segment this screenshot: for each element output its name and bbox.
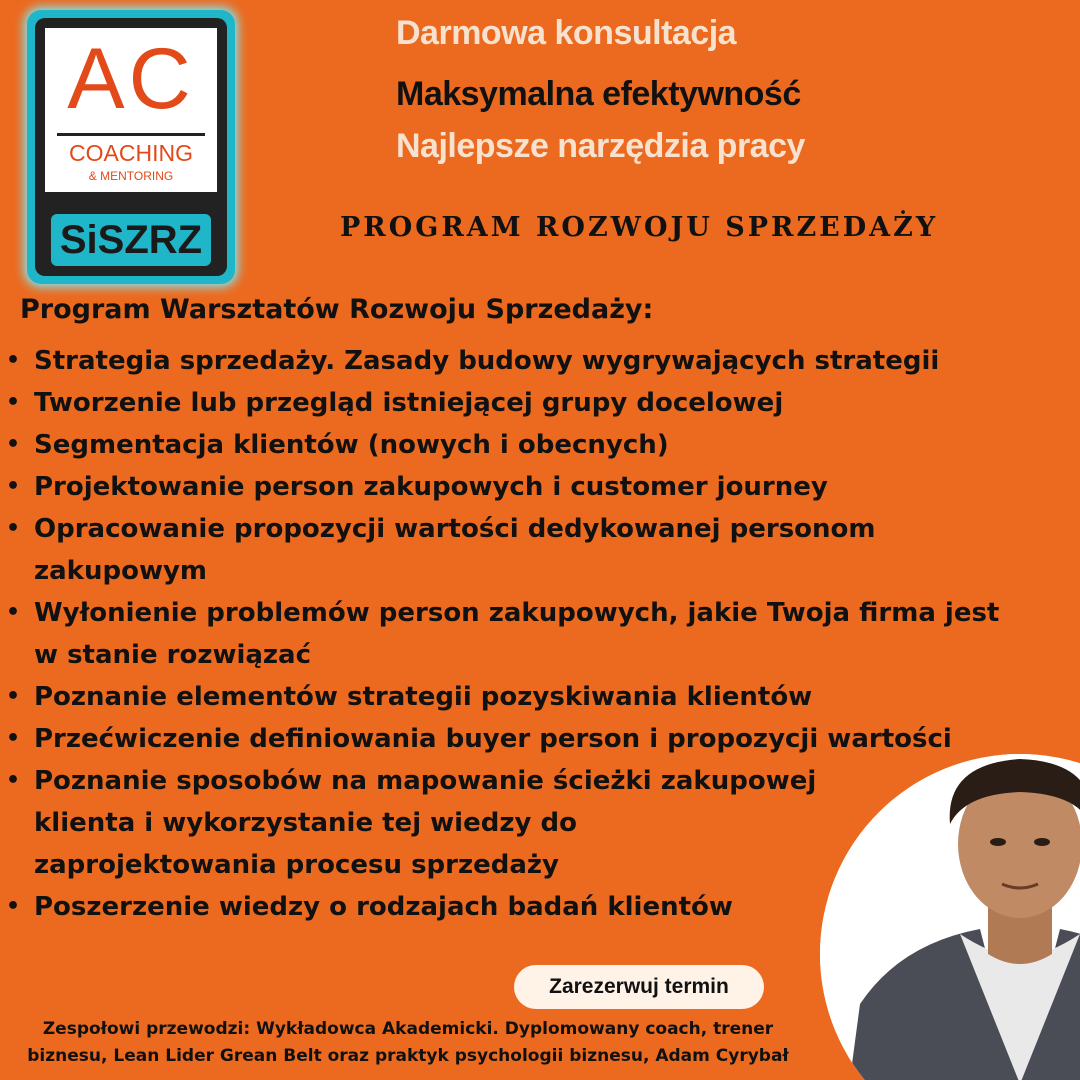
list-item bbox=[6, 592, 1026, 676]
bullet-icon: • bbox=[6, 894, 21, 919]
list-item-text: Wyłonienie problemów person zakupowych, jakie Twoja firma jest w stanie rozwiązać bbox=[34, 598, 1000, 670]
bullet-icon: • bbox=[6, 600, 21, 625]
logo-badge bbox=[45, 28, 217, 192]
tagline-free-consultation: Darmowa konsultacja bbox=[396, 14, 737, 52]
tagline-max-efficiency: Maksymalna efektywność bbox=[396, 75, 801, 113]
list-item-text: Poszerzenie wiedzy o rodzajach badań klientów bbox=[34, 892, 733, 922]
bullet-icon: • bbox=[6, 726, 21, 751]
logo-mark: AC bbox=[67, 31, 195, 127]
list-item bbox=[6, 466, 1026, 508]
bullet-icon: • bbox=[6, 390, 21, 415]
list-item-text: Poznanie elementów strategii pozyskiwania klientów bbox=[34, 682, 813, 712]
list-item-text: Opracowanie propozycji wartości dedykowanej personom zakupowym bbox=[34, 514, 876, 586]
list-item bbox=[6, 508, 1026, 592]
list-item bbox=[6, 424, 1026, 466]
list-item bbox=[6, 340, 1026, 382]
logo-divider bbox=[57, 133, 205, 136]
section-heading: Program Warsztatów Rozwoju Sprzedaży: bbox=[20, 294, 654, 325]
logo-name: SiSZRZ bbox=[51, 214, 211, 266]
list-item bbox=[6, 382, 1026, 424]
book-appointment-button[interactable]: Zarezerwuj termin bbox=[514, 965, 764, 1009]
bullet-icon: • bbox=[6, 768, 21, 793]
logo-mentoring-text: & MENTORING bbox=[88, 169, 174, 183]
list-item-text: Segmentacja klientów (nowych i obecnych) bbox=[34, 430, 669, 460]
bullet-icon: • bbox=[6, 474, 21, 499]
bullet-icon: • bbox=[6, 516, 21, 541]
bullet-icon: • bbox=[6, 348, 21, 373]
logo-coaching-text: COACHING bbox=[69, 140, 193, 166]
list-item bbox=[6, 760, 826, 886]
bullet-icon: • bbox=[6, 432, 21, 457]
list-item bbox=[6, 718, 1026, 760]
list-item-text: Poznanie sposobów na mapowanie ścieżki zakupowej klienta i wykorzystanie tej wiedzy do zaprojektowania procesu sprzedaży bbox=[34, 766, 817, 880]
list-item-text: Projektowanie person zakupowych i customer journey bbox=[34, 472, 828, 502]
bullet-icon: • bbox=[6, 684, 21, 709]
list-item-text: Przećwiczenie definiowania buyer person i propozycji wartości bbox=[34, 724, 952, 754]
logo-inner bbox=[35, 18, 227, 276]
footer-bio: Zespołowi przewodzi: Wykładowca Akademicki. Dyplomowany coach, trener biznesu, Lean Lider Grean Belt oraz praktyk psychologii biznesu, Adam Cyrybał bbox=[27, 1019, 789, 1066]
list-item bbox=[6, 676, 1026, 718]
list-item-text: Tworzenie lub przegląd istniejącej grupy docelowej bbox=[34, 388, 784, 418]
program-title: PROGRAM ROZWOJU SPRZEDAŻY bbox=[340, 212, 939, 243]
tagline-best-tools: Najlepsze narzędzia pracy bbox=[396, 127, 805, 165]
logo bbox=[27, 10, 235, 284]
list-item-text: Strategia sprzedaży. Zasady budowy wygrywających strategii bbox=[34, 346, 940, 376]
